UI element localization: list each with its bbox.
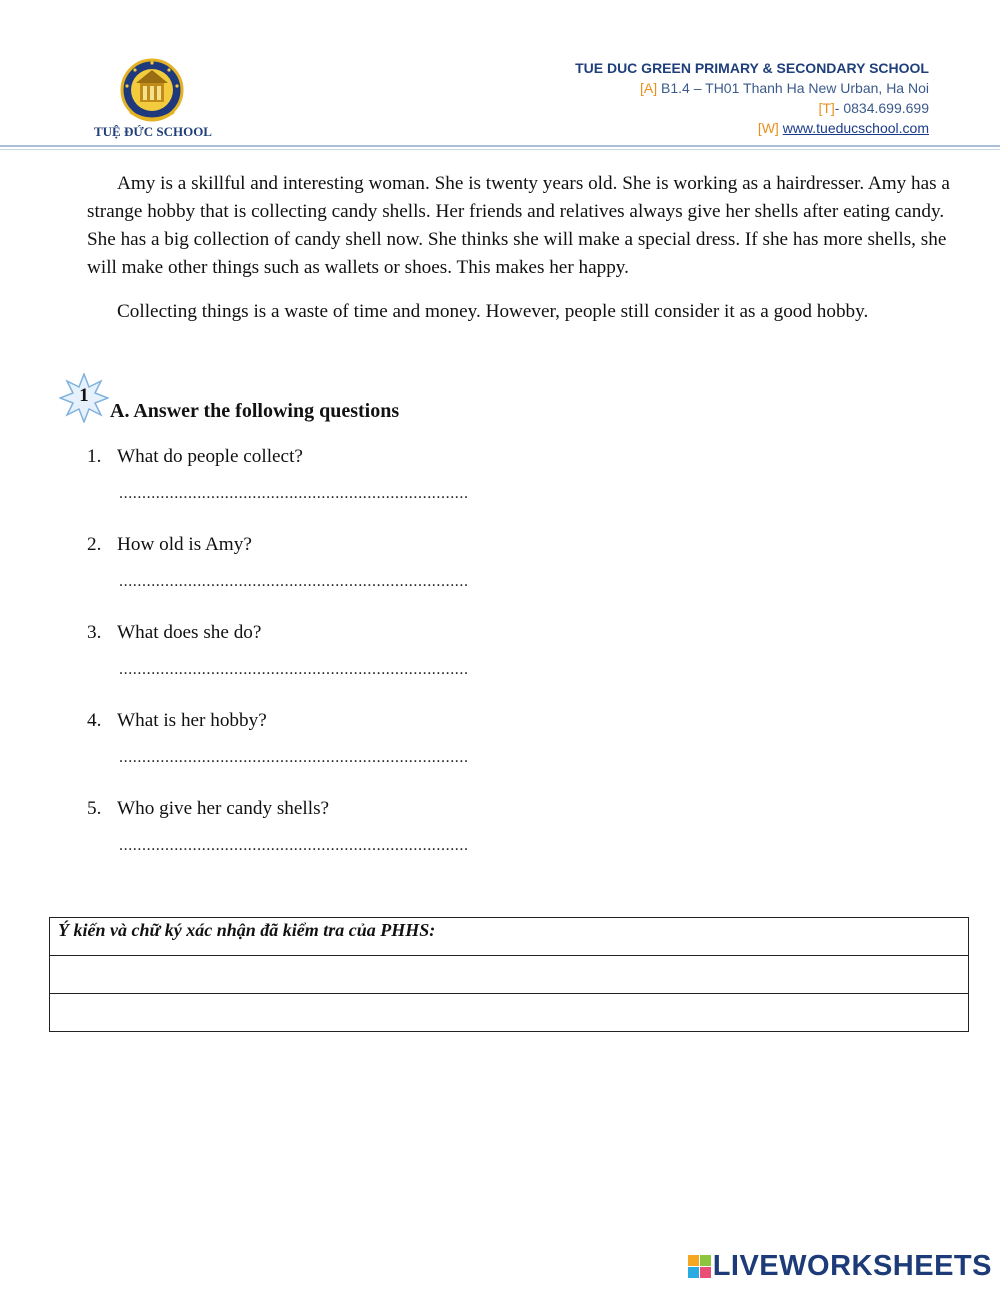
liveworksheets-blocks-icon <box>688 1255 711 1278</box>
section-number-badge <box>59 373 109 423</box>
parent-comment-row[interactable] <box>50 956 969 994</box>
logo-text: TUỆ ĐỨC SCHOOL <box>94 124 212 139</box>
phone-line <box>575 98 929 118</box>
question-list <box>87 446 687 886</box>
address-key: [A] <box>640 80 658 96</box>
question-item <box>87 798 687 886</box>
header-divider <box>0 145 1000 147</box>
school-contact-block <box>575 58 929 138</box>
answer-line[interactable]: ............................................................................ <box>119 661 469 678</box>
website-line <box>575 118 929 138</box>
answer-line[interactable]: ............................................................................ <box>119 485 469 502</box>
question-number: 4. <box>87 710 102 731</box>
question-text: What do people collect? <box>117 446 303 467</box>
question-number: 3. <box>87 622 102 643</box>
school-logo <box>90 56 214 144</box>
question-text: What is her hobby? <box>117 710 267 731</box>
liveworksheets-logo <box>688 1250 992 1283</box>
question-text: How old is Amy? <box>117 534 252 555</box>
passage-paragraph-1: Amy is a skillful and interesting woman. She is twenty years old. She is working as a hairdresser. Amy has a strange hobby that is collecting candy shells. Her friends and relatives always give her shells after eating candy. She has a big collection of candy shell now. She thinks she will make a special dress. If she has more shells, she will make other things such as wallets or shoes. This makes her happy. <box>87 173 950 278</box>
answer-line[interactable]: ............................................................................ <box>119 837 469 854</box>
question-item <box>87 622 687 710</box>
website-link[interactable]: www.tueducschool.com <box>782 120 929 136</box>
question-item <box>87 534 687 622</box>
question-number: 2. <box>87 534 102 555</box>
address-line <box>575 78 929 98</box>
question-number: 1. <box>87 446 102 467</box>
answer-line[interactable]: ............................................................................ <box>119 749 469 766</box>
question-number: 5. <box>87 798 102 819</box>
phone-key: [T] <box>818 100 835 116</box>
badge-number: 1 <box>79 385 89 406</box>
question-text: Who give her candy shells? <box>117 798 330 819</box>
section-title: A. Answer the following questions <box>110 400 400 422</box>
liveworksheets-text: LIVEWORKSHEETS <box>712 1250 992 1282</box>
school-name: TUE DUC GREEN PRIMARY & SECONDARY SCHOOL <box>575 60 929 76</box>
reading-passage <box>87 170 957 342</box>
web-key: [W] <box>757 120 779 136</box>
parent-signature-title: Ý kiến và chữ ký xác nhận đã kiểm tra của PHHS: <box>50 918 969 956</box>
answer-line[interactable]: ............................................................................ <box>119 573 469 590</box>
question-item <box>87 446 687 534</box>
parent-signature-row[interactable] <box>50 994 969 1032</box>
header-divider-thin <box>0 149 1000 150</box>
parent-signature-table <box>49 917 969 1032</box>
passage-paragraph-2: Collecting things is a waste of time and money. However, people still consider it as a good hobby. <box>117 301 869 322</box>
question-item <box>87 710 687 798</box>
question-text: What does she do? <box>117 622 262 643</box>
address-text: B1.4 – TH01 Thanh Ha New Urban, Ha Noi <box>661 80 929 96</box>
phone-text: - 0834.699.699 <box>834 100 929 116</box>
